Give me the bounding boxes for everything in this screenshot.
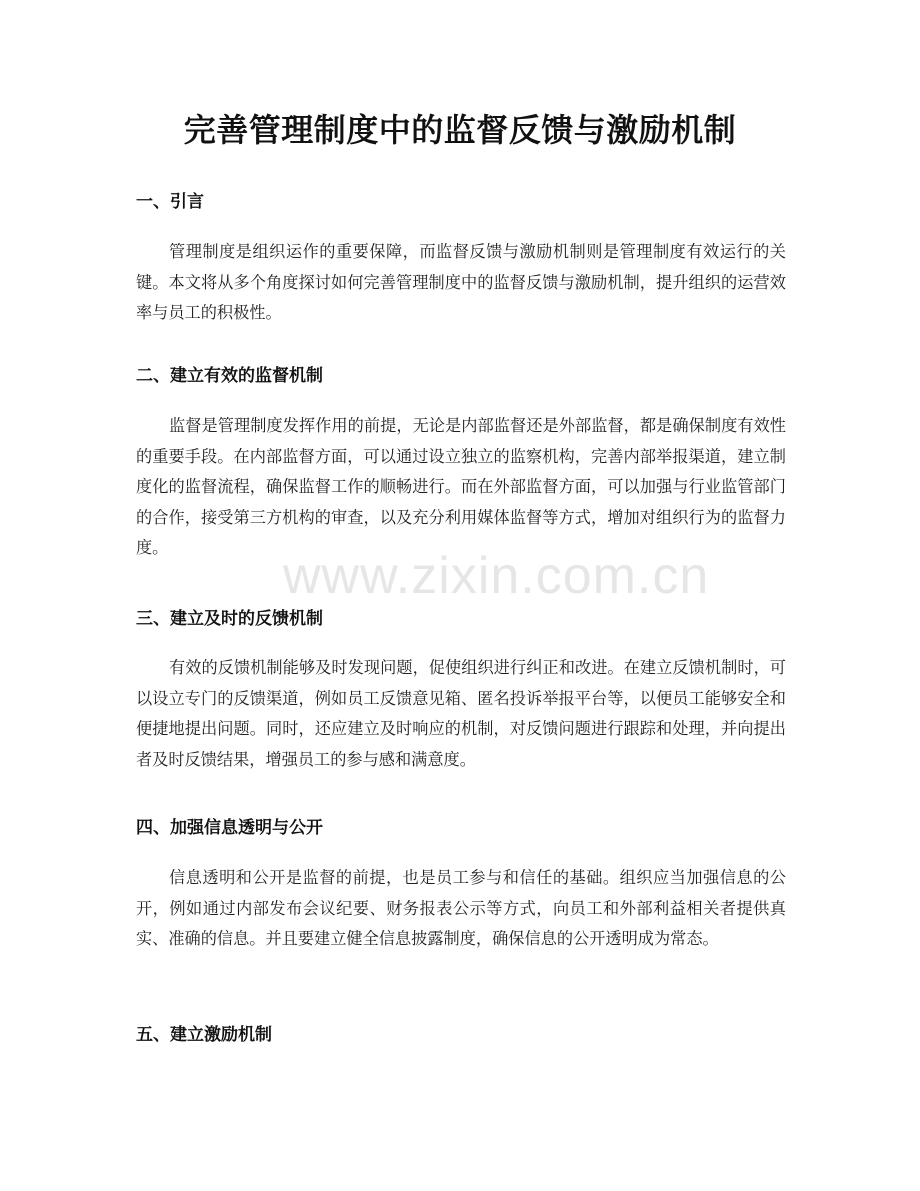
- section-paragraph-intro: 管理制度是组织运作的重要保障，而监督反馈与激励机制则是管理制度有效运行的关键。本文将从多个角度探讨如何完善管理制度中的监督反馈与激励机制，提升组织的运营效率与员工的积极性。: [136, 242, 786, 322]
- section-heading-feedback: 三、建立及时的反馈机制: [136, 609, 323, 629]
- watermark: www.zixin.com.cn: [283, 547, 710, 605]
- section-paragraph-transparency: 信息透明和公开是监督的前提，也是员工参与和信任的基础。组织应当加强信息的公开，例如通过内部发布会议纪要、财务报表公示等方式，向员工和外部利益相关者提供真实、准确的信息。并且要建立健全信息披露制度，确保信息的公开透明成为常态。: [136, 868, 786, 948]
- document-title: 完善管理制度中的监督反馈与激励机制: [183, 111, 737, 149]
- section-paragraph-supervision: 监督是管理制度发挥作用的前提，无论是内部监督还是外部监督，都是确保制度有效性的重要手段。在内部监督方面，可以通过设立独立的监察机构，完善内部举报渠道，建立制度化的监督流程，确保监督工作的顺畅进行。而在外部监督方面，可以加强与行业监管部门的合作，接受第三方机构的审查，以及充分利用媒体监督等方式，增加对组织行为的监督力度。: [136, 416, 786, 557]
- section-heading-intro: 一、引言: [136, 192, 204, 212]
- section-heading-incentive: 五、建立激励机制: [136, 1025, 272, 1045]
- section-heading-supervision: 二、建立有效的监督机制: [136, 366, 323, 386]
- section-paragraph-feedback: 有效的反馈机制能够及时发现问题，促使组织进行纠正和改进。在建立反馈机制时，可以设立专门的反馈渠道，例如员工反馈意见箱、匿名投诉举报平台等，以便员工能够安全和便捷地提出问题。同时，还应建立及时响应的机制，对反馈问题进行跟踪和处理，并向提出者及时反馈结果，增强员工的参与感和满意度。: [136, 658, 786, 769]
- section-heading-transparency: 四、加强信息透明与公开: [136, 818, 323, 838]
